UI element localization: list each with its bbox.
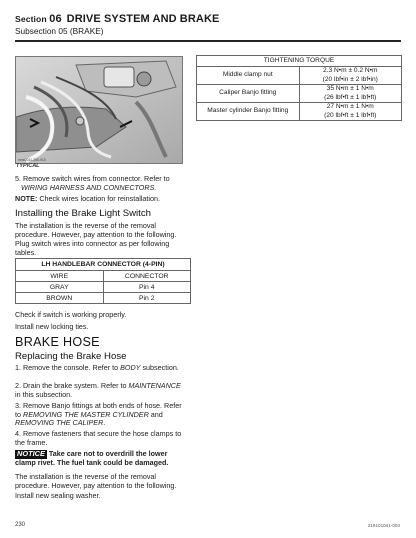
section-title: DRIVE SYSTEM AND BRAKE [66, 13, 220, 25]
hose-step-1-tail: subsection. [140, 363, 179, 372]
hose-step-3 [15, 402, 185, 428]
brake-switch-photo [15, 56, 183, 164]
locking-ties-line: Install new locking ties. [15, 322, 89, 331]
col-wire: WIRE [16, 271, 104, 282]
closing-para: The installation is the reverse of the removal procedure. However, pay attention to the following. [15, 472, 177, 490]
col-connector: CONNECTOR [103, 271, 191, 282]
hose-step-1 [15, 364, 185, 373]
torque-item: Master cylinder Banjo fitting [197, 103, 300, 121]
figure-code: mmr2011-250-015 [18, 158, 46, 162]
page-number: 230 [15, 522, 26, 528]
torque-value-nm: 35 N•m ± 1 N•m [326, 85, 374, 93]
torque-value [299, 67, 402, 85]
table-row [16, 293, 191, 304]
torque-value-nm: 2.3 N•m ± 0.2 N•m [323, 67, 378, 75]
step-5-reference: WIRING HARNESS AND CONNECTORS. [21, 182, 157, 192]
note-wires [15, 195, 185, 204]
torque-item: Middle clamp nut [197, 67, 300, 85]
torque-table-title: TIGHTENING TORQUE [197, 56, 402, 67]
torque-value-lbf: (20 lbf•in ± 2 lbf•in) [322, 75, 378, 83]
section-line [15, 13, 219, 25]
table-row [197, 103, 402, 121]
lh-table-title: LH HANDLEBAR CONNECTOR (4-PIN) [16, 259, 191, 271]
brake-hose-heading: BRAKE HOSE [15, 335, 100, 349]
subsection-line: Subsection 05 (BRAKE) [15, 26, 104, 36]
table-header-row [16, 271, 191, 282]
table-row [16, 282, 191, 293]
hose-step-3-reference-2: REMOVING THE CALIPER [15, 418, 104, 428]
tightening-torque-table [196, 55, 402, 121]
lh-connector-table [15, 258, 191, 304]
notice-block [15, 450, 185, 467]
torque-value-lbf: (26 lbf•ft ± 1 lbf•ft) [324, 93, 377, 101]
hose-step-3-tail: . [103, 418, 106, 428]
section-number: 06 [49, 13, 62, 25]
notice-text: Take care not to overdrill the lower clamp rivet. The fuel tank could be damaged. [15, 449, 169, 467]
wire-cell: GRAY [16, 282, 104, 293]
torque-value-lbf: (20 lbf•ft ± 1 lbf•ft) [324, 111, 377, 119]
note-text: Check wires location for reinstallation. [37, 194, 160, 203]
table-row [197, 67, 402, 85]
hose-step-1-reference: BODY [120, 363, 141, 372]
replacing-hose-heading: Replacing the Brake Hose [15, 351, 127, 362]
header-rule [15, 40, 401, 42]
hose-step-3-text: 3. Remove Banjo fittings at both ends of hose. Refer to [15, 401, 182, 419]
figure-caption: TYPICAL [16, 163, 40, 169]
hose-step-3-and: and [148, 409, 163, 419]
torque-value [299, 85, 402, 103]
hose-step-2-text: 2. Drain the brake system. Refer to [15, 381, 129, 390]
table-header-row [197, 56, 402, 67]
install-switch-para-1: The installation is the reverse of the removal procedure. However, pay attention to the following. [15, 221, 177, 239]
torque-value [299, 103, 402, 121]
hose-step-2-reference: MAINTENANCE [128, 381, 181, 390]
hose-step-3-reference-1: REMOVING THE MASTER CYLINDER [23, 409, 149, 419]
note-label: NOTE: [15, 194, 38, 203]
wire-cell: BROWN [16, 293, 104, 304]
torque-item: Caliper Banjo fitting [197, 85, 300, 103]
page-header [15, 13, 219, 36]
hose-step-2-tail: in this subsection. [15, 389, 73, 399]
hose-step-1-text: 1. Remove the console. Refer to [15, 363, 121, 372]
check-switch-line: Check if switch is working properly. [15, 310, 127, 319]
hose-step-2 [15, 382, 185, 399]
doc-code: 219101041-003 [367, 523, 400, 528]
step-5-text: 5. Remove switch wires from connector. Refer to [15, 174, 170, 183]
notice-tag: NOTICE [17, 449, 45, 458]
table-header-row [16, 259, 191, 271]
connector-cell: Pin 4 [103, 282, 191, 293]
install-switch-heading: Installing the Brake Light Switch [15, 208, 151, 219]
install-switch-para-2: Plug switch wires into connector as per following tables. [15, 239, 170, 257]
torque-value-nm: 27 N•m ± 1 N•m [326, 103, 374, 111]
table-row [197, 85, 402, 103]
connector-cell: Pin 2 [103, 293, 191, 304]
section-label: Section [15, 14, 47, 24]
hose-step-4: 4. Remove fasteners that secure the hose clamps to the frame. [15, 429, 182, 447]
sealing-washer-line: Install new sealing washer. [15, 491, 101, 500]
step-5 [15, 175, 185, 192]
